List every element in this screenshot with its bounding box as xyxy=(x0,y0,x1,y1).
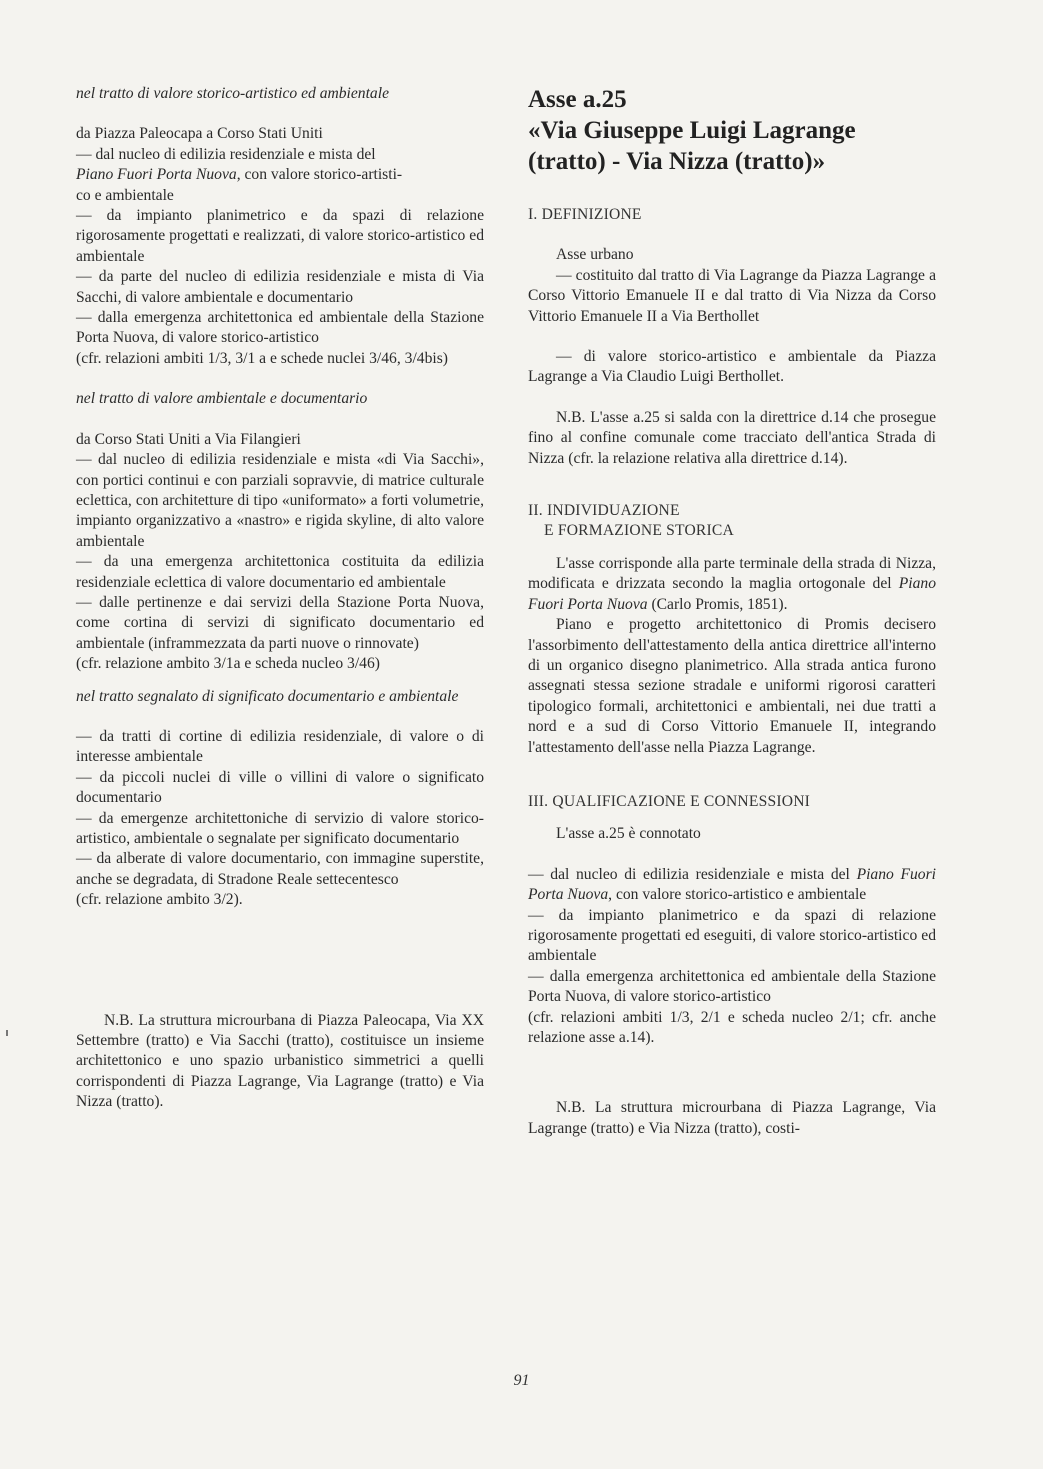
paragraph: — dalla emergenza architettonica ed ambientale della Stazione Porta Nuova, di valore storico-artistico xyxy=(528,967,936,1006)
section-heading: III. QUALIFICAZIONE E CONNESSIONI xyxy=(528,792,811,810)
section-heading: nel tratto segnalato di significato documentario e ambientale xyxy=(76,687,459,705)
section-heading: II. INDIVIDUAZIONE xyxy=(528,502,680,520)
paragraph: L'asse a.25 è connotato xyxy=(556,825,701,843)
right-column xyxy=(528,84,936,1139)
title-line: (tratto) - Via Nizza (tratto)» xyxy=(528,148,826,175)
page-number: 91 xyxy=(513,1372,530,1389)
paragraph: — da emergenze architettoniche di servizio di valore storico-artistico, ambientale o segnalate per significato documentario xyxy=(76,809,484,847)
note-paragraph: N.B. La struttura microurbana di Piazza Paleocapa, Via XX Settembre (tratto) e Via Sacchi (tratto), costituisce un insieme architettonico e uno spazio urbanistico simmetrici a quelli corrispondenti di Piazza Lagrange, Via Lagrange (tratto) e Via Nizza (tratto). xyxy=(76,1011,484,1111)
title-line: Asse a.25 xyxy=(528,86,627,113)
paragraph: da Corso Stati Uniti a Via Filangieri xyxy=(76,430,301,448)
reference: (cfr. relazioni ambiti 1/3, 2/1 e scheda nucleo 2/1; cfr. anche relazione asse a.14). xyxy=(528,1008,936,1046)
note-paragraph: N.B. La struttura microurbana di Piazza Lagrange, Via Lagrange (tratto) e Via Nizza (tratto), costi- xyxy=(528,1099,936,1137)
paragraph: — da piccoli nuclei di ville o villini di valore o significato documentario xyxy=(76,768,484,807)
paragraph: — da impianto planimetrico e da spazi di relazione rigorosamente progettati ed eseguiti, di valore storico-artistico ed ambientale xyxy=(528,906,936,965)
scan-mark xyxy=(6,1030,8,1036)
paragraph: — da una emergenza architettonica costituita da edilizia residenziale eclettica di valore documentario ed ambientale xyxy=(76,553,484,591)
reference: (cfr. relazione ambito 3/1a e scheda nucleo 3/46) xyxy=(76,655,380,673)
title-line: «Via Giuseppe Luigi Lagrange xyxy=(528,117,856,144)
paragraph: — dal nucleo di edilizia residenziale e mista del Piano Fuori Porta Nuova, con valore storico-artistico e ambientale xyxy=(528,865,937,904)
paragraph: — dal nucleo di edilizia residenziale e mista «di Via Sacchi», con portici continui e con parziali sopravvie, di matrice culturale eclettica, con architetture di tipo «uniformato» a forti volumetrie, impianto organizzativo a «nastro» e rigida skyline, di alto valore ambientale xyxy=(76,451,484,550)
paragraph: L'asse corrisponde alla parte terminale della strada di Nizza, modificata e drizzata secondo la maglia ortogonale del Piano Fuori Porta Nuova (Carlo Promis, 1851). xyxy=(528,554,936,613)
paragraph: — costituito dal tratto di Via Lagrange da Piazza Lagrange a Corso Vittorio Emanuele II e dal tratto di Via Nizza da Corso Vittorio Emanuele II a Via Berthollet xyxy=(528,266,936,325)
paragraph: — dal nucleo di edilizia residenziale e mista del xyxy=(76,145,376,163)
paragraph: — di valore storico-artistico e ambientale da Piazza Lagrange a Via Claudio Luigi Berthollet. xyxy=(528,348,936,386)
paragraph: da Piazza Paleocapa a Corso Stati Uniti xyxy=(76,125,323,143)
note-paragraph: N.B. L'asse a.25 si salda con la direttrice d.14 che prosegue fino al confine comunale come tracciato dell'antica Strada di Nizza (cfr. la relazione relativa alla direttrice d.14). xyxy=(528,408,936,467)
paragraph: Piano Fuori Porta Nuova, con valore storico-artisti- xyxy=(76,166,403,184)
section-heading: nel tratto di valore ambientale e documentario xyxy=(76,390,368,408)
paragraph: — dalle pertinenze e dai servizi della Stazione Porta Nuova, come cortina di servizi di significato documentario ed ambientale (inframmezzata da parti nuove o rinnovate) xyxy=(76,593,484,652)
paragraph: — da parte del nucleo di edilizia residenziale e mista di Via Sacchi, di valore ambientale e documentario xyxy=(76,268,484,306)
reference: (cfr. relazioni ambiti 1/3, 3/1 a e schede nuclei 3/46, 3/4bis) xyxy=(76,349,448,367)
left-column xyxy=(76,84,484,1113)
paragraph: co e ambientale xyxy=(76,186,174,204)
paragraph: — da impianto planimetrico e da spazi di relazione rigorosamente progettati e realizzati, di valore storico-artistico ed ambientale xyxy=(76,207,484,265)
section-heading: I. DEFINIZIONE xyxy=(528,206,642,223)
paragraph: Asse urbano xyxy=(556,246,634,264)
paragraph: — da alberate di valore documentario, con immagine superstite, anche se degradata, di Stradone Reale settecentesco xyxy=(76,850,484,888)
paragraph: — da tratti di cortine di edilizia residenziale, di valore o di interesse ambientale xyxy=(76,727,484,766)
paragraph: — dalla emergenza architettonica ed ambientale della Stazione Porta Nuova, di valore storico-artistico xyxy=(76,309,484,347)
section-heading: E FORMAZIONE STORICA xyxy=(544,522,734,540)
page-title xyxy=(528,84,936,177)
paragraph: Piano e progetto architettonico di Promis decisero l'assorbimento dell'attestamento della antica direttrice all'interno di un organico disegno planimetrico. Alla strada antica furono assegnati stessa sezione stradale e uniformi rigorosi caratteri tipologico formali, architettonici e ambientali, nei due tratti a nord e a sud di Corso Vittorio Emanuele II, integrando l'attestamento dell'asse nella Piazza Lagrange. xyxy=(528,616,936,756)
reference: (cfr. relazione ambito 3/2). xyxy=(76,891,243,909)
section-heading: nel tratto di valore storico-artistico ed ambientale xyxy=(76,85,389,102)
